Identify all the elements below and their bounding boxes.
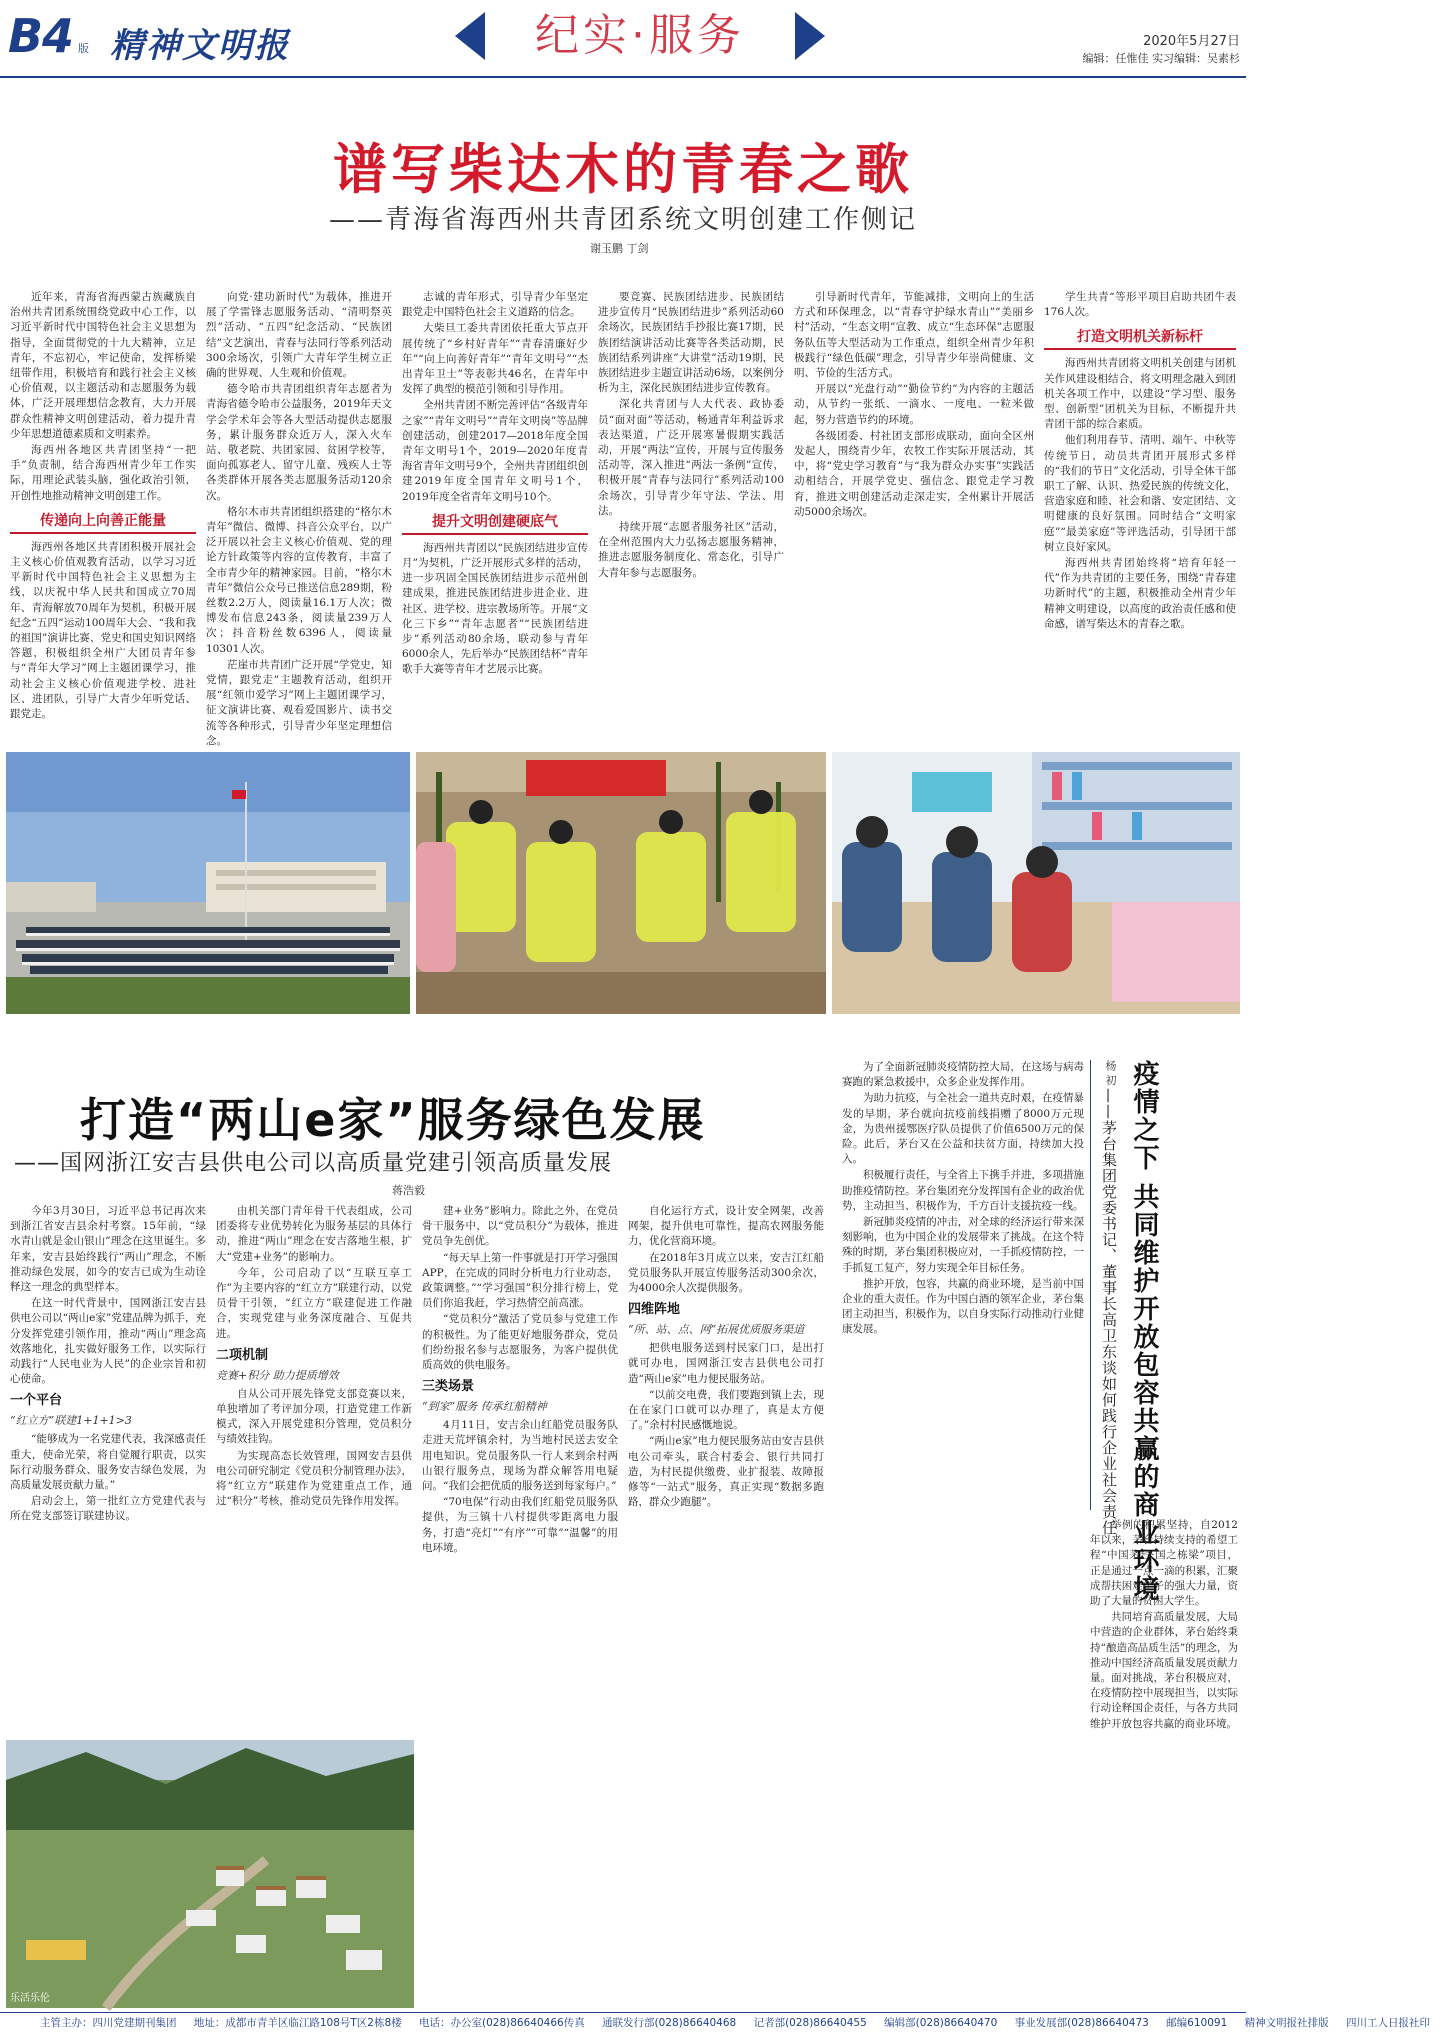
- footer-printer: 精神文明报社排版: [1244, 2017, 1329, 2029]
- article1-subhead-3: 打造文明机关新标杆: [1044, 326, 1236, 350]
- paragraph: 近年来，青海省海西蒙古族藏族自治州共青团系统围绕党政中心工作，以习近平新时代中国特色社会主义思想为指导，全面贯彻党的十九大精神，立足青年，不忘初心，牢记使命，发挥桥梁纽带作用，积极培育和践行社会主义核心价值观，以主题活动和志愿服务为载体，广泛开展理想信念教育，大力开展群众性精神文明创建活动，着力提升青少年思想道德素质和文明素养。: [10, 291, 196, 440]
- paragraph: 启动会上，第一批红立方党建代表与所在党支部签订联建协议。: [10, 1495, 206, 1523]
- section-left-arrow-icon: [455, 12, 485, 60]
- article1-column-3: [402, 290, 588, 750]
- article1-column-4: [598, 290, 784, 750]
- article1-subhead-2: 提升文明创建硬底气: [402, 511, 588, 535]
- paragraph: 今年3月30日，习近平总书记再次来到浙江省安吉县余村考察。15年前，“绿水青山就是金山银山”理念在这里诞生。多年来，安吉县始终践行“两山”理念，不断推动绿色发展，如今的安吉已成为生动诠释这一理念的典型样本。: [10, 1205, 206, 1294]
- footer-postal: 邮编610091: [1166, 2017, 1228, 2029]
- article1-title: 谱写柴达木的青春之歌: [333, 138, 913, 201]
- paragraph: 在这一时代背景中，国网浙江安吉县供电公司以“两山e家”党建品牌为抓手，充分发挥党建引领作用，推动“两山”理念高效落地化，扎实做好服务工作，以实际行动践行“人民电业为人民”的企业宗旨和初心使命。: [10, 1297, 206, 1386]
- masthead: 精神文明报: [110, 26, 290, 66]
- photo-flag-ceremony: [6, 752, 410, 1014]
- article2-subhead-4: 四维阵地: [628, 1302, 681, 1318]
- article2-subhead-4-tagline: “所、站、点、网”拓展优质服务渠道: [628, 1323, 805, 1337]
- paragraph: 新冠肺炎疫情的冲击，对全球的经济运行带来深刻影响，也为中国企业的发展带来了挑战。在这个特殊的时期，茅台集团积极应对，一手抓疫情防控，一手抓复工复产，努力实现全年目标任务。: [842, 1216, 1084, 1274]
- village-aerial-image: [6, 1740, 414, 2008]
- article1-column-6: [1044, 290, 1236, 750]
- paragraph: 自化运行方式，设计安全网架，改善网架，提升供电可靠性，提高农网服务能力，优化营商环境。: [628, 1205, 824, 1248]
- page-number: B4: [8, 9, 74, 63]
- paragraph: 海西州共青团始终将“培育年轻一代”作为共青团的主要任务，围绕“青春建功新时代”的主题，积极推动全州青少年精神文明建设，以高度的政治责任感和使命感，谱写柴达木的青春之歌。: [1044, 557, 1236, 630]
- paragraph: “两山e家”电力便民服务站由安吉县供电公司牵头，联合村委会、银行共同打造，为村民提供缴费、业扩报装、故障报修等“一站式”服务，真正实现“数据多跑路，群众少跑腿”。: [628, 1435, 824, 1509]
- article2-column-4: [628, 1204, 824, 2004]
- paragraph: 持续开展“志愿者服务社区”活动，在全州范围内大力弘扬志愿服务精神，推进志愿服务制度化、常态化，引导广大青年参与志愿服务。: [598, 521, 784, 579]
- paragraph: 自从公司开展先锋党支部竞赛以来，单独增加了考评加分项，打造党建工作新模式，深入开展党建积分管理，党员积分与绩效挂钩。: [216, 1387, 412, 1446]
- paragraph: 建+业务”影响力。除此之外，在党员骨干服务中，以“党员积分”为载体，推进党员争先创优。: [422, 1205, 618, 1248]
- sidebar-column-1: [842, 1060, 1084, 2000]
- sidebar-rule: [1090, 1060, 1091, 1510]
- photo-children-reading: [832, 752, 1240, 1014]
- paragraph: 德令哈市共青团组织青年志愿者为青海省德令哈市公益服务，2019年天文学会学术年会等各大型活动提供志愿服务，累计服务群众近万人，深入火车站、敬老院、共团家园、贫困学校等，面向孤寡老人、留守儿童、残疾人士等各类群体开展各类志愿服务活动120余次。: [206, 383, 392, 502]
- paragraph: 大柴旦工委共青团依托重大节点开展传统了“乡村好青年”“青春清廉好少年”“向上向善好青年”“青年文明号”“杰出青年卫士”等表彰共46名，在青年中发挥了典型的模范引领和引导作用。: [402, 322, 588, 396]
- paragraph: “以前交电费，我们要跑到镇上去，现在在家门口就可以办理了，真是太方便了。”余村村民感慨地说。: [628, 1388, 824, 1432]
- sidebar-byline: 杨 初: [1104, 1060, 1117, 1086]
- footer-address: 地址：成都市青羊区临江路108号T区2栋8楼: [193, 2017, 402, 2029]
- article1-column-2: [206, 290, 392, 750]
- section-banner: [455, 4, 825, 68]
- paragraph: 今年，公司启动了以“互联互享工作”为主要内容的“红立方”联建行动，以党员骨干引领，“红立方”联建促进工作融合，实现党建与业务深度融合、互促共进。: [216, 1266, 412, 1340]
- footer-reporters: 记者部(028)86640455: [753, 2017, 867, 2029]
- paragraph: 要竞赛、民族团结进步、民族团结进步宣传月“民族团结进步”系列活动60余场次，民族团结手抄报比赛17期，民族团结演讲活动比赛等各类活动期，民族团结系列讲座”大讲堂”活动19期，民族团结进步主题宣讲活动6场，以案例分析为主，深化民族团结进步宣传教育。: [598, 291, 784, 395]
- paragraph: 深化共青团与人大代表、政协委员“面对面”等活动，畅通青年利益诉求表达渠道，广泛开展寒暑假期实践活动，开展“两法”宣传，开展与宣传服务活动等，深入推进“两法一条例”宣传，积极开展“青春与法同行”系列活动100余场次，引导青少年守法、学法、用法。: [598, 398, 784, 517]
- sidebar-column-2: [1090, 1518, 1238, 1998]
- footer-office: 电话：办公室(028)86640466传真: [419, 2017, 585, 2029]
- paragraph: 4月11日，安吉余山红船党员服务队走进天荒坪镇余村，为当地村民送去安全用电知识。党员服务队一行人来到余村两山银行服务点，现场为群众解答用电疑问。“我们会把优质的服务送到每家每户。”: [422, 1419, 618, 1493]
- article2-column-2: [216, 1204, 412, 1740]
- article2-subhead-2-tagline: 竞赛+积分 助力提质增效: [216, 1368, 339, 1382]
- paragraph: 茫崖市共青团广泛开展“学党史，知党情，跟党走”主题教育活动，组织开展“红领巾爱学习”网上主题团课学习，征文演讲比赛、观看爱国影片、读书交流等各种形式，引导青少年坚定理想信念。: [206, 658, 392, 747]
- paragraph: 共同培育高质量发展，大局中营造的企业群体，茅台始终秉持“酿造高品质生活”的理念，为推动中国经济高质量发展贡献力量。面对挑战，茅台积极应对，在疫情防控中展现担当，以实际行动诠释国企责任，与各方共同维护开放包容共赢的商业环境。: [1090, 1611, 1238, 1730]
- paragraph: 引导新时代青年，节能减排，文明向上的生活方式和环保理念，以“青春守护绿水青山”“美丽乡村”活动，“生态文明”宣教、成立“生态环保”志愿服务队伍等大型活动为工作重点，组织全州青少年积极践行“绿色低碳”理念，引导青少年崇尚健康、文明、节俭的生活方式。: [794, 291, 1034, 380]
- paragraph: “能够成为一名党建代表，我深感责任重大，使命光荣，将自觉履行职责，以实际行动服务群众、服务安吉绿色发展，为高质量发展贡献力量。”: [10, 1433, 206, 1492]
- article2-column-3: [422, 1204, 618, 2004]
- paragraph: 格尔木市共青团组织搭建的“格尔木青年”微信、微博、抖音公众平台，以广泛开展以社会主义核心价值观、党的理论方针政策等内容的宣传教育，丰富了全市青少年的精神家园。目前，“格尔木青年”微信公众号已推送信息289期，粉丝数2.2万人，阅读量16.1万人次；微博发布信息243条，阅读量239万人次；抖音粉丝数6396人，阅读量10301人次。: [206, 505, 392, 655]
- paragraph: 海西州各地区共青团积极开展社会主义核心价值观教育活动，以学习习近平新时代中国特色社会主义思想为主线，以庆祝中华人民共和国成立70周年、青海解放70周年为契机，积极开展纪念“五四”运动100周年大会、“我和我的祖国”演讲比赛、党史和国史知识网络答题，积极组织全州广大团员青年参与“青年大学习”网上主题团课学习，推动社会主义核心价值观进学校、进社区、进团队，引导广大青少年听党话、跟党走。: [10, 540, 196, 721]
- article1-byline: 谢玉鹏 丁剑: [590, 242, 649, 255]
- footer-editorial: 编辑部(028)86640470: [884, 2017, 998, 2029]
- article2-subhead-1: 一个平台: [10, 1393, 63, 1409]
- paragraph: 积极履行责任，与全省上下携手并进，多项措施助推疫情防控。茅台集团充分发挥国有企业的政治优势，主动担当、积极作为，千方百计支援抗疫一线。: [842, 1169, 1084, 1212]
- paragraph: 举例的积累坚持，自2012年以来，茅台持续支持的希望工程“中国茅台·国之栋梁”项目，正是通过一点一滴的积累，汇聚成帮扶困难学子的强大力量，资助了大量的贫困大学生。: [1090, 1519, 1238, 1608]
- paragraph: “党员积分”激活了党员参与党建工作的积极性。为了能更好地服务群众，党员们纷纷报名参与志愿服务，为客户提供优质高效的供电服务。: [422, 1313, 618, 1372]
- article1-column-5: [794, 290, 1034, 750]
- paragraph: 全州共青团不断完善评估“各级青年之家”“青年文明号”“青年文明岗”等品牌创建活动，创建2017—2018年度全国青年文明号1个，2019—2020年度青海省青年文明号9个，全州共青团组织创建2019年度全国青年文明号1个，2019年度全省青年文明号10个。: [402, 399, 588, 503]
- page-header: [0, 0, 1246, 78]
- section-right-arrow-icon: [795, 12, 825, 60]
- footer-sponsor: 主管主办：四川党建期刊集团: [40, 2017, 177, 2029]
- paragraph: “70电保”行动由我们红船党员服务队提供，为三镇十八村提供零距离电力服务，打造“亮灯”“有序”“可靠”“温馨”的用电环境。: [422, 1496, 618, 1554]
- paragraph: 学生共青“等形平项目启助共团牛表176人次。: [1044, 291, 1236, 319]
- article2-column-1: [10, 1204, 206, 1740]
- page-footer: [0, 2012, 1430, 2034]
- article2-subhead-2: 二项机制: [216, 1347, 269, 1363]
- children-reading-image: [832, 752, 1240, 1014]
- article2-title: 打造“两山e家”服务绿色发展: [80, 1093, 706, 1147]
- paragraph: 各级团委、村社团支部形成联动，面向全区州发起人，围绕青少年，农牧工作实际开展活动，其中，将“党史学习教育”与“我为群众办实事”实践活动相结合，开展学党史、强信念、跟党走学习教育，推进文明创建活动走深走实，全州累计开展活动5000余场次。: [794, 429, 1034, 518]
- paragraph: 在2018年3月成立以来，安吉江红船党员服务队开展宣传服务活动300余次，为4000余人次提供服务。: [628, 1251, 824, 1295]
- article1-subhead-1: 传递向上向善正能量: [10, 510, 196, 534]
- article1-column-1: [10, 290, 196, 750]
- paragraph: 为助力抗疫，与全社会一道共克时艰，在疫情暴发的早期，茅台就向抗疫前线捐赠了8000万元现金，为贵州援鄂医疗队员提供了价值6500万元的保险。此后，茅台又在公益和扶贫方面，持续加大投入。: [842, 1092, 1084, 1166]
- photo-caption: 乐活乐伦: [10, 1993, 50, 2004]
- paragraph: 为了全面新冠肺炎疫情防控大局，在这场与病毒赛跑的紧急救援中，众多企业发挥作用。: [842, 1061, 1084, 1089]
- editors-line: 编辑：任惟佳 实习编辑：吴素杉: [1082, 52, 1240, 65]
- photo-anji-village: [6, 1740, 414, 2008]
- article2-subhead-3: 三类场景: [422, 1379, 475, 1395]
- paragraph: 海西州共青团将文明机关创建与团机关作风建设相结合，将文明理念融入到团机关各项工作中，以建设“学习型、服务型、创新型”团机关为目标，不断提升共青团干部的综合素质。: [1044, 357, 1236, 431]
- paragraph: 向党·建功新时代”为载体，推进开展了学雷锋志愿服务活动、“清明祭英烈”活动、“五四”纪念活动、“民族团结”文艺演出，青春与法同行等系列活动300余场次，引领广大青年学生树立正确的世界观、人生观和价值观。: [206, 291, 392, 380]
- article2-byline: 蒋浩毅: [392, 1184, 425, 1197]
- footer-press: 四川工人日报社印: [1345, 2017, 1430, 2029]
- paragraph: 开展以“光盘行动”“勤俭节约”为内容的主题活动，从节约一张纸、一滴水、一度电、一粒米做起，努力营造节约的环境。: [794, 383, 1034, 426]
- paragraph: 推护开放，包容，共赢的商业环境，是当前中国企业的重大责任。作为中国白酒的领军企业，茅台集团主动担当，积极作为，以自身实际行动推动行业健康发展。: [842, 1277, 1084, 1336]
- paragraph: 志诚的青年形式，引导青少年坚定跟党走中国特色社会主义道路的信念。: [402, 291, 588, 319]
- flag-ceremony-image: [6, 752, 410, 1014]
- paragraph: 由机关部门青年骨干代表组成，公司团委将专业优势转化为服务基层的具体行动，推进“两山”理念在安吉落地生根，扩大“党建+业务”的影响力。: [216, 1205, 412, 1263]
- photo-tree-planting: [416, 752, 826, 1014]
- footer-circulation: 通联发行部(028)86640468: [602, 2017, 737, 2029]
- sidebar-title: 疫情之下 共同维护开放包容共赢的商业环境: [1129, 1060, 1159, 1604]
- paragraph: 为实现高态长效管理，国网安吉县供电公司研究制定《党员积分制管理办法》，将“红立方”联建作为党建重点工作，通过“积分”考核，推动党员先锋作用发挥。: [216, 1449, 412, 1508]
- paragraph: “每天早上第一件事就是打开学习强国APP，在完成的同时分析电力行业动态，政策调整。”“学习强国”积分排行榜上，党员们你追我赶，学习热情空前高涨。: [422, 1251, 618, 1310]
- article2-subhead-3-tagline: “到家”服务 传承红船精神: [422, 1400, 547, 1414]
- paragraph: 他们利用春节、清明、端午、中秋等传统节日，动员共青团开展形式多样的“我们的节日”文化活动，引导全体干部职工了解、认识、热爱民族的传统文化，营造家庭和睦、社会和谐、安定团结、文明健康的良好氛围。同时结合“文明家庭”“最美家庭”等评选活动，引导团干部树立良好家风。: [1044, 434, 1236, 553]
- paragraph: 海西州共青团以“民族团结进步宣传月”为契机，广泛开展形式多样的活动，进一步巩固全国民族团结进步示范州创建成果，推进民族团结进步进企业、进社区、进学校、进宗教场所等。开展“文化三下乡”“青年志愿者”“民族团结进步”系列活动80余场，联动参与青年6000余人，先后举办“民族团结杯”青年歌手大赛等青年才艺展示比赛。: [402, 541, 588, 676]
- tree-planting-image: [416, 752, 826, 1014]
- sidebar-subtitle: ——茅台集团党委书记、董事长高卫东谈如何践行企业社会责任: [1100, 1088, 1118, 1536]
- issue-date: 2020年5月27日: [1143, 34, 1240, 49]
- article2-subtitle: ——国网浙江安吉县供电公司以高质量党建引领高质量发展: [14, 1151, 613, 1176]
- paragraph: 海西州各地区共青团坚持“一把手”负责制，结合海西州青少年工作实际，用理论武装头脑，强化政治引领，开创性地推动精神文明创建工作。: [10, 444, 196, 502]
- footer-business: 事业发展部(028)86640473: [1014, 2017, 1149, 2029]
- section-title: 纪实·服务: [535, 10, 745, 61]
- paragraph: 把供电服务送到村民家门口，是出打就可办电，国网浙江安吉县供电公司打造“两山e家”电力便民服务站。: [628, 1342, 824, 1385]
- article2-subhead-1-tagline: “红立方”联建1+1+1>3: [10, 1414, 132, 1428]
- article1-subtitle: ——青海省海西州共青团系统文明创建工作侧记: [328, 205, 917, 235]
- page-ban: 版: [78, 42, 89, 55]
